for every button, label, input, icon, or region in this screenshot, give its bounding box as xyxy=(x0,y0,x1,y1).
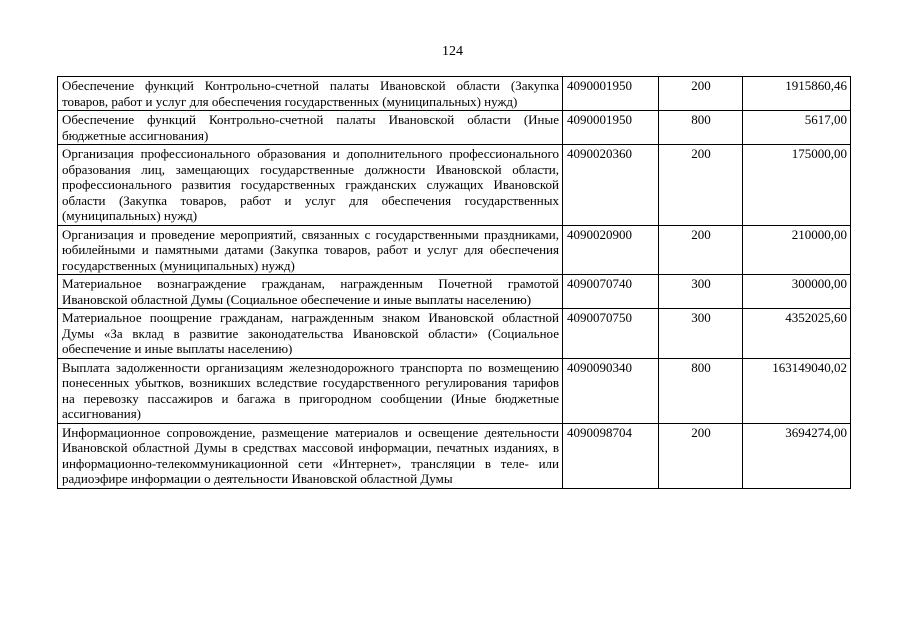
row-target-code: 4090090340 xyxy=(563,358,659,423)
row-expense-kind: 200 xyxy=(659,145,743,226)
row-target-code: 4090020900 xyxy=(563,225,659,275)
row-description: Материальное поощрение гражданам, награжденным знаком Ивановской областной Думы «За вклад в развитие законодательства Ивановской области» (Социальное обеспечение и иные выплаты населению) xyxy=(58,309,563,359)
table-row xyxy=(58,275,851,309)
page-number: 124 xyxy=(442,44,463,59)
row-expense-kind: 200 xyxy=(659,225,743,275)
table-row xyxy=(58,423,851,488)
row-target-code: 4090020360 xyxy=(563,145,659,226)
row-expense-kind: 300 xyxy=(659,275,743,309)
row-description: Организация и проведение мероприятий, связанных с государственными праздниками, юбилейными и памятными датами (Закупка товаров, работ и услуг для обеспечения государственных (муниципальных) нужд) xyxy=(58,225,563,275)
row-description: Выплата задолженности организациям железнодорожного транспорта по возмещению понесенных убытков, возникших вследствие государственного регулирования тарифов на перевозку пассажиров и багажа в пригородном сообщении (Иные бюджетные ассигнования) xyxy=(58,358,563,423)
table-row xyxy=(58,358,851,423)
row-expense-kind: 800 xyxy=(659,111,743,145)
budget-table xyxy=(57,76,851,489)
table-row xyxy=(58,145,851,226)
row-expense-kind: 800 xyxy=(659,358,743,423)
row-target-code: 4090001950 xyxy=(563,77,659,111)
row-expense-kind: 200 xyxy=(659,423,743,488)
row-description: Организация профессионального образования и дополнительного профессионального образования лиц, замещающих государственные должности Ивановской области, профессионального развития государственных гражданских служащих Ивановской области (Закупка товаров, работ и услуг для обеспечения государственных (муниципальных) нужд) xyxy=(58,145,563,226)
table-row xyxy=(58,77,851,111)
row-amount: 300000,00 xyxy=(743,275,851,309)
row-amount: 5617,00 xyxy=(743,111,851,145)
row-amount: 4352025,60 xyxy=(743,309,851,359)
table-row xyxy=(58,309,851,359)
row-expense-kind: 300 xyxy=(659,309,743,359)
row-description-text: Информационное сопровождение, размещение материалов и освещение деятельности Ивановской областной Думы в средствах массовой информации, печатных изданиях, в информационно-телекоммуникационной сети «Интернет», трансляции в теле- или радиоэфире информации о деятельности Ивановской областной Думы xyxy=(62,424,559,486)
row-target-code: 4090001950 xyxy=(563,111,659,145)
row-amount: 175000,00 xyxy=(743,145,851,226)
row-target-code: 4090070750 xyxy=(563,309,659,359)
table-row xyxy=(58,225,851,275)
row-expense-kind: 200 xyxy=(659,77,743,111)
row-amount: 1915860,46 xyxy=(743,77,851,111)
row-description: Материальное вознаграждение гражданам, награжденным Почетной грамотой Ивановской областной Думы (Социальное обеспечение и иные выплаты населению) xyxy=(58,275,563,309)
row-description: Обеспечение функций Контрольно-счетной палаты Ивановской области (Закупка товаров, работ и услуг для обеспечения государственных (муниципальных) нужд) xyxy=(58,77,563,111)
row-description: Обеспечение функций Контрольно-счетной палаты Ивановской области (Иные бюджетные ассигнования) xyxy=(58,111,563,145)
row-description xyxy=(58,423,563,488)
table-row xyxy=(58,111,851,145)
row-amount: 163149040,02 xyxy=(743,358,851,423)
row-target-code: 4090070740 xyxy=(563,275,659,309)
row-amount: 3694274,00 xyxy=(743,423,851,488)
row-target-code: 4090098704 xyxy=(563,423,659,488)
row-amount: 210000,00 xyxy=(743,225,851,275)
